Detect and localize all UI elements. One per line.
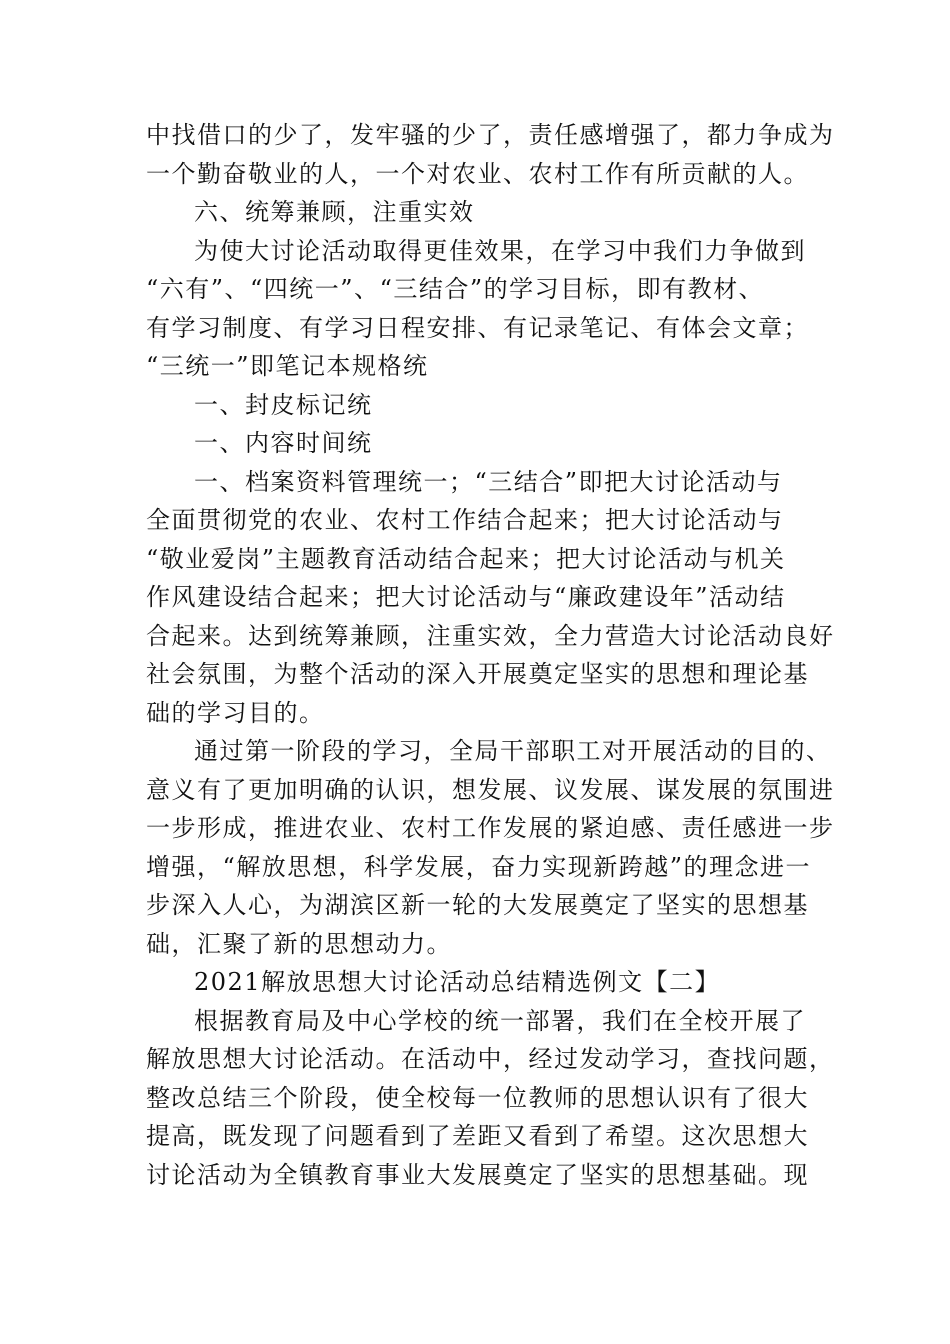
text-line: 社会氛围，为整个活动的深入开展奠定坚实的思想和理论基 <box>146 660 809 688</box>
text-line: 根据教育局及中心学校的统一部署，我们在全校开展了 <box>194 1006 806 1035</box>
text-line: 有学习制度、有学习日程安排、有记录笔记、有体会文章； <box>146 313 809 342</box>
document-body <box>146 116 835 1194</box>
text-line: 解放思想大讨论活动。在活动中，经过发动学习，查找问题， <box>146 1045 835 1073</box>
text-line: 一步形成，推进农业、农村工作发展的紧迫感、责任感进一步 <box>146 814 835 842</box>
text-line: “六有”、“四统一”、“三结合”的学习目标，即有教材、 <box>146 275 765 303</box>
text-line: “三统一”即笔记本规格统 <box>146 352 429 380</box>
text-line: 通过第一阶段的学习，全局干部职工对开展活动的目的、 <box>194 737 832 765</box>
text-line: 一、封皮标记统 <box>194 390 373 419</box>
text-line: 础的学习目的。 <box>146 698 325 727</box>
text-line: 整改总结三个阶段，使全校每一位教师的思想认识有了很大 <box>146 1083 809 1112</box>
text-line: 为使大讨论活动取得更佳效果，在学习中我们力争做到 <box>194 236 806 265</box>
text-line: 作风建设结合起来；把大讨论活动与“廉政建设年”活动结 <box>146 583 786 611</box>
text-line: 中找借口的少了，发牢骚的少了，责任感增强了，都力争成为 <box>146 121 835 149</box>
text-line: 础，汇聚了新的思想动力。 <box>146 929 452 958</box>
text-line: 一个勤奋敬业的人，一个对农业、农村工作有所贡献的人。 <box>146 159 809 188</box>
text-line: “敬业爱岗”主题教育活动结合起来；把大讨论活动与机关 <box>146 544 786 573</box>
text-line: 合起来。达到统筹兼顾，注重实效，全力营造大讨论活动良好 <box>146 621 835 650</box>
text-line: 一、档案资料管理统一；“三结合”即把大讨论活动与 <box>194 467 783 496</box>
text-line: 2021解放思想大讨论活动总结精选例文【二】 <box>194 968 721 996</box>
text-line: 提高，既发现了问题看到了差距又看到了希望。这次思想大 <box>146 1122 809 1150</box>
text-line: 增强，“解放思想，科学发展，奋力实现新跨越”的理念进一 <box>146 852 812 881</box>
text-line: 全面贯彻党的农业、农村工作结合起来；把大讨论活动与 <box>146 506 784 534</box>
text-line: 一、内容时间统 <box>194 429 373 457</box>
text-line: 六、统筹兼顾，注重实效 <box>194 198 475 226</box>
text-line: 意义有了更加明确的认识，想发展、议发展、谋发展的氛围进 <box>146 775 835 804</box>
text-line: 步深入人心，为湖滨区新一轮的大发展奠定了坚实的思想基 <box>146 891 809 919</box>
text-line: 讨论活动为全镇教育事业大发展奠定了坚实的思想基础。现 <box>146 1160 809 1189</box>
